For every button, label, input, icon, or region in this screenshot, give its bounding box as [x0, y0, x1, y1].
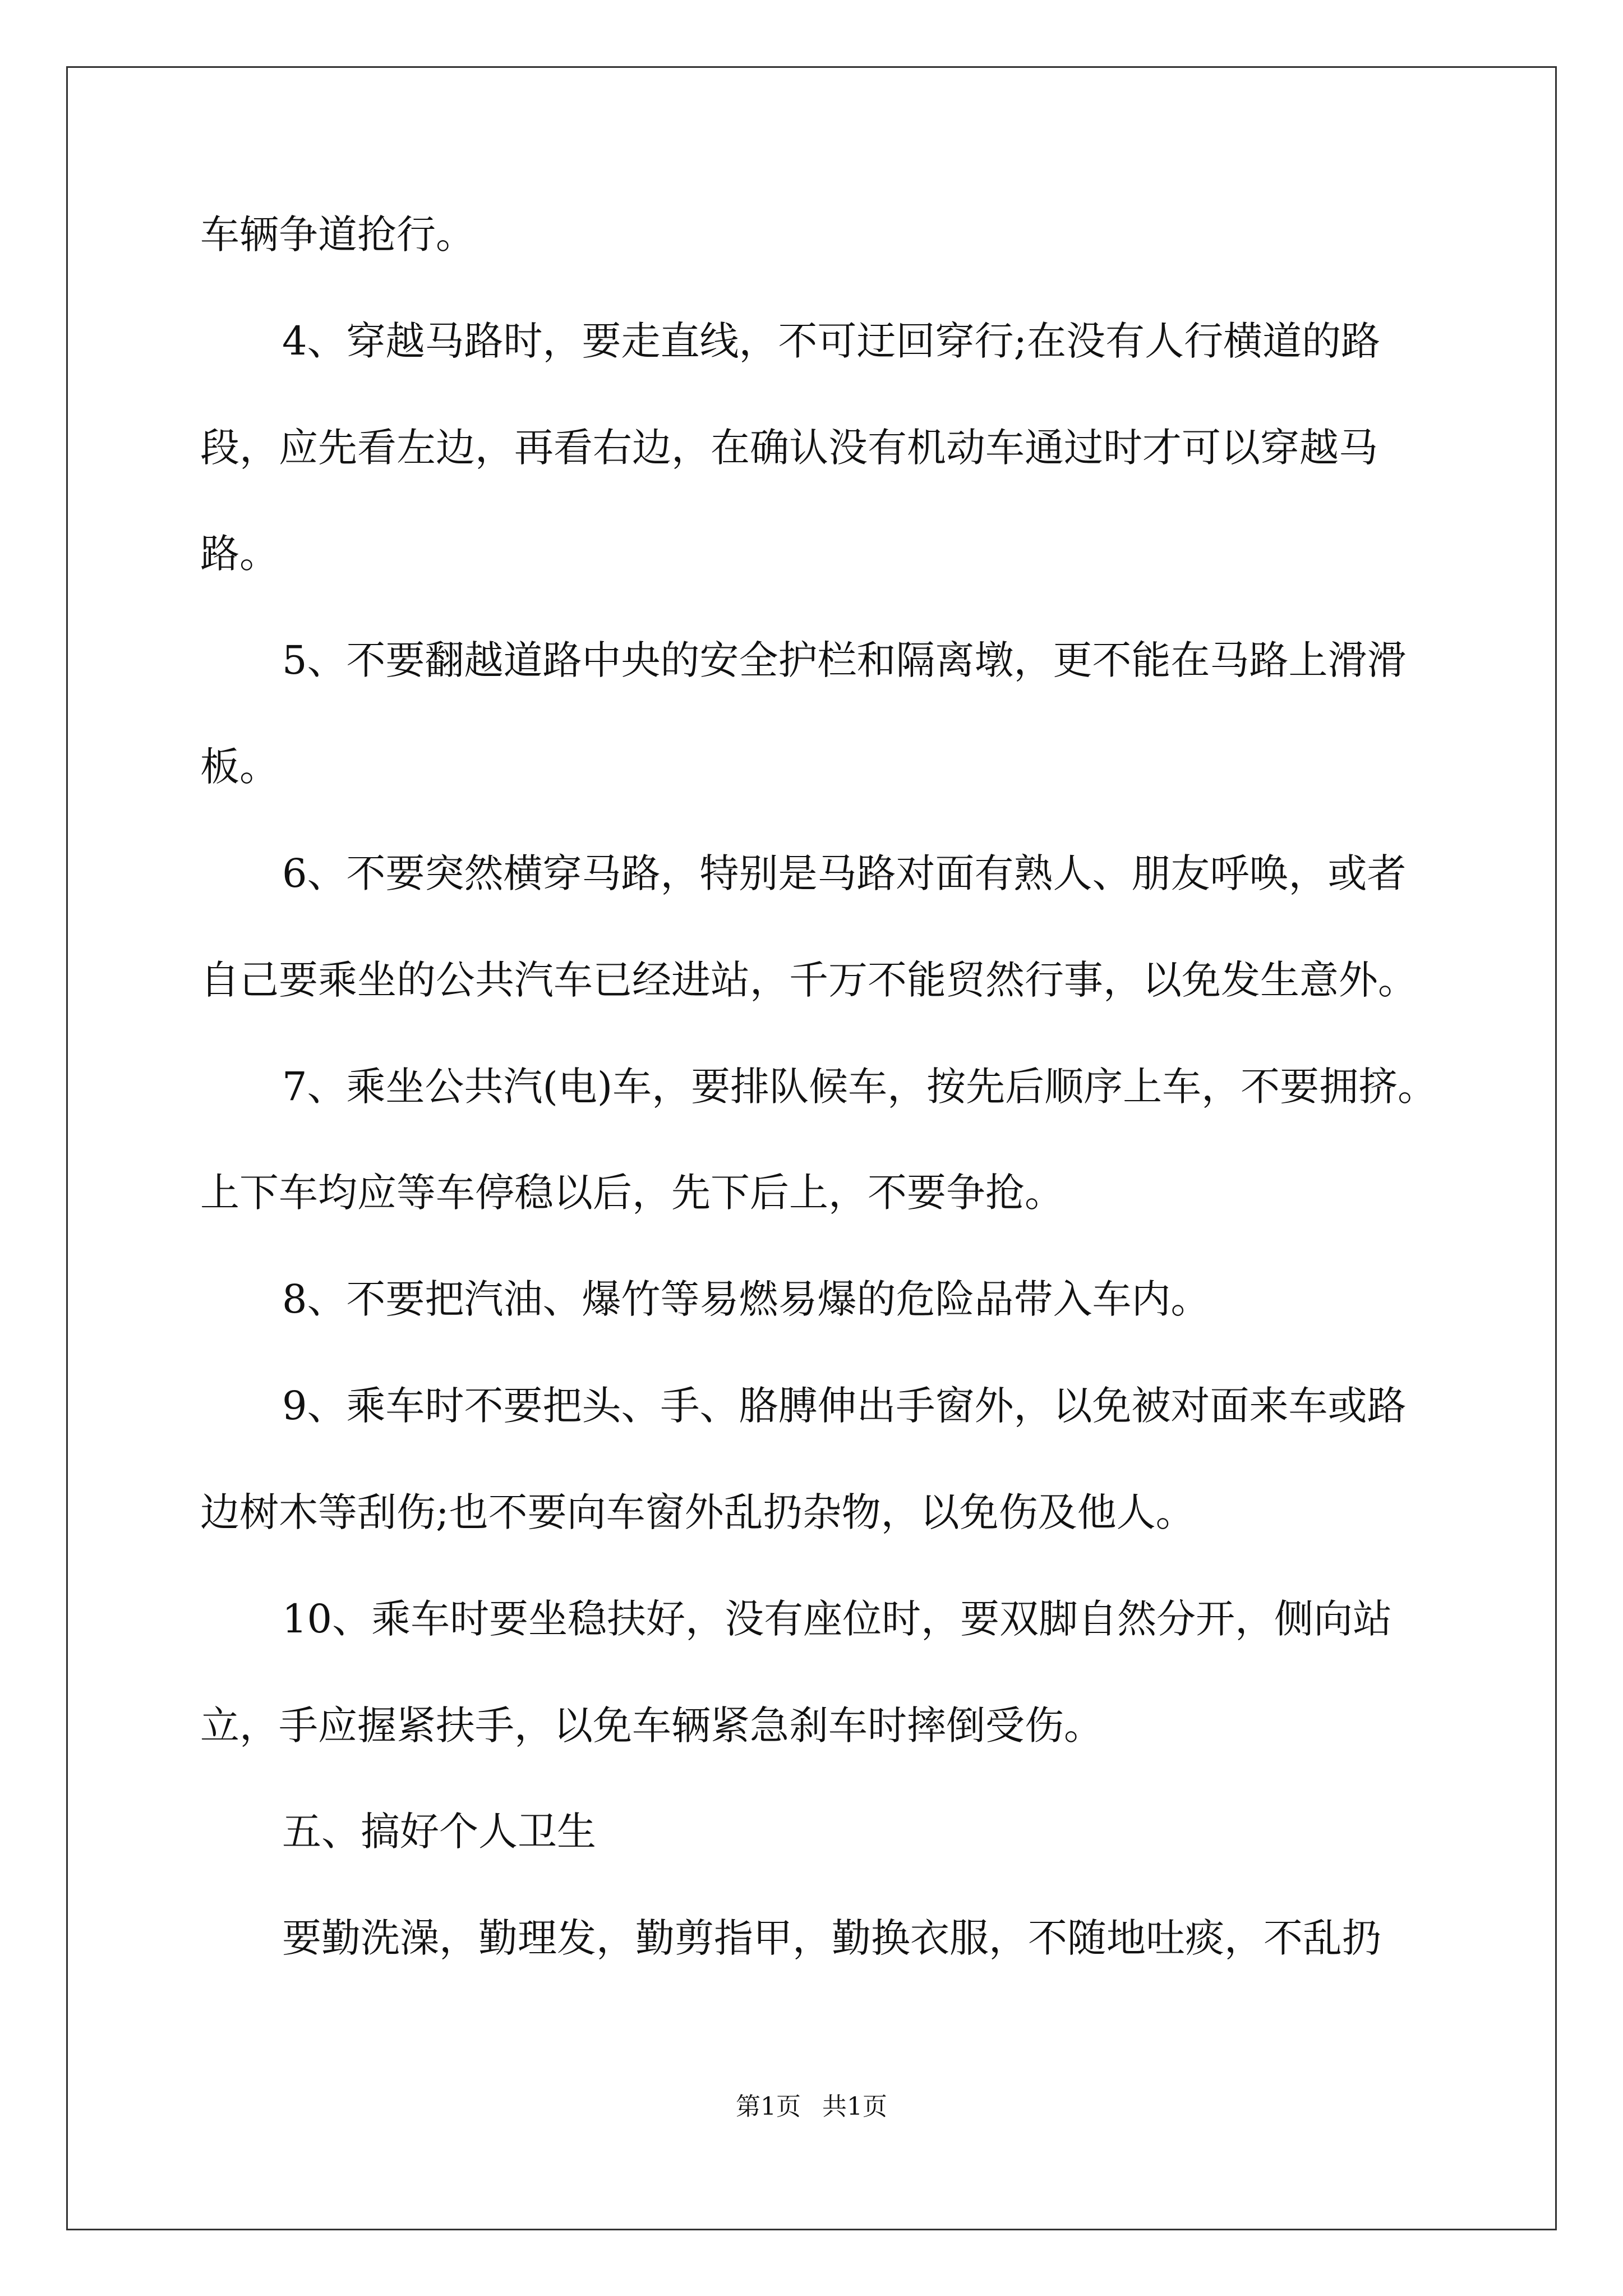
- page-number: 第1页: [736, 2092, 801, 2121]
- text-line: 7、乘坐公共汽(电)车，要排队候车，按先后顺序上车，不要拥挤。: [282, 1064, 1437, 1110]
- text-line: 4、穿越马路时，要走直线，不可迂回穿行;在没有人行横道的路: [282, 318, 1381, 364]
- text-line: 路。: [200, 531, 279, 577]
- page-footer: [0, 2091, 1623, 2123]
- page-total: 共1页: [822, 2092, 887, 2121]
- text-line: 自己要乘坐的公共汽车已经进站，千万不能贸然行事，以免发生意外。: [200, 957, 1417, 1003]
- section-heading: 五、搞好个人卫生: [282, 1809, 596, 1855]
- text-line: 要勤洗澡，勤理发，勤剪指甲，勤换衣服，不随地吐痰，不乱扔: [282, 1915, 1381, 1961]
- text-line: 立，手应握紧扶手，以免车辆紧急刹车时摔倒受伤。: [200, 1703, 1103, 1749]
- text-line: 5、不要翻越道路中央的安全护栏和隔离墩，更不能在马路上滑滑: [282, 637, 1407, 683]
- text-line: 段，应先看左边，再看右边，在确认没有机动车通过时才可以穿越马: [200, 425, 1378, 471]
- text-line: 上下车均应等车停稳以后，先下后上，不要争抢。: [200, 1170, 1064, 1216]
- text-line: 9、乘车时不要把头、手、胳膊伸出手窗外，以免被对面来车或路: [282, 1383, 1407, 1429]
- page-border: [66, 66, 1557, 2230]
- text-line: 边树木等刮伤;也不要向车窗外乱扔杂物，以免伤及他人。: [200, 1489, 1195, 1535]
- text-line: 8、不要把汽油、爆竹等易燃易爆的危险品带入车内。: [282, 1276, 1210, 1322]
- text-line: 板。: [200, 744, 279, 790]
- text-line: 车辆争道抢行。: [200, 211, 475, 257]
- text-line: 6、不要突然横穿马路，特别是马路对面有熟人、朋友呼唤，或者: [282, 850, 1407, 896]
- text-line: 10、乘车时要坐稳扶好，没有座位时，要双脚自然分开，侧向站: [282, 1596, 1393, 1642]
